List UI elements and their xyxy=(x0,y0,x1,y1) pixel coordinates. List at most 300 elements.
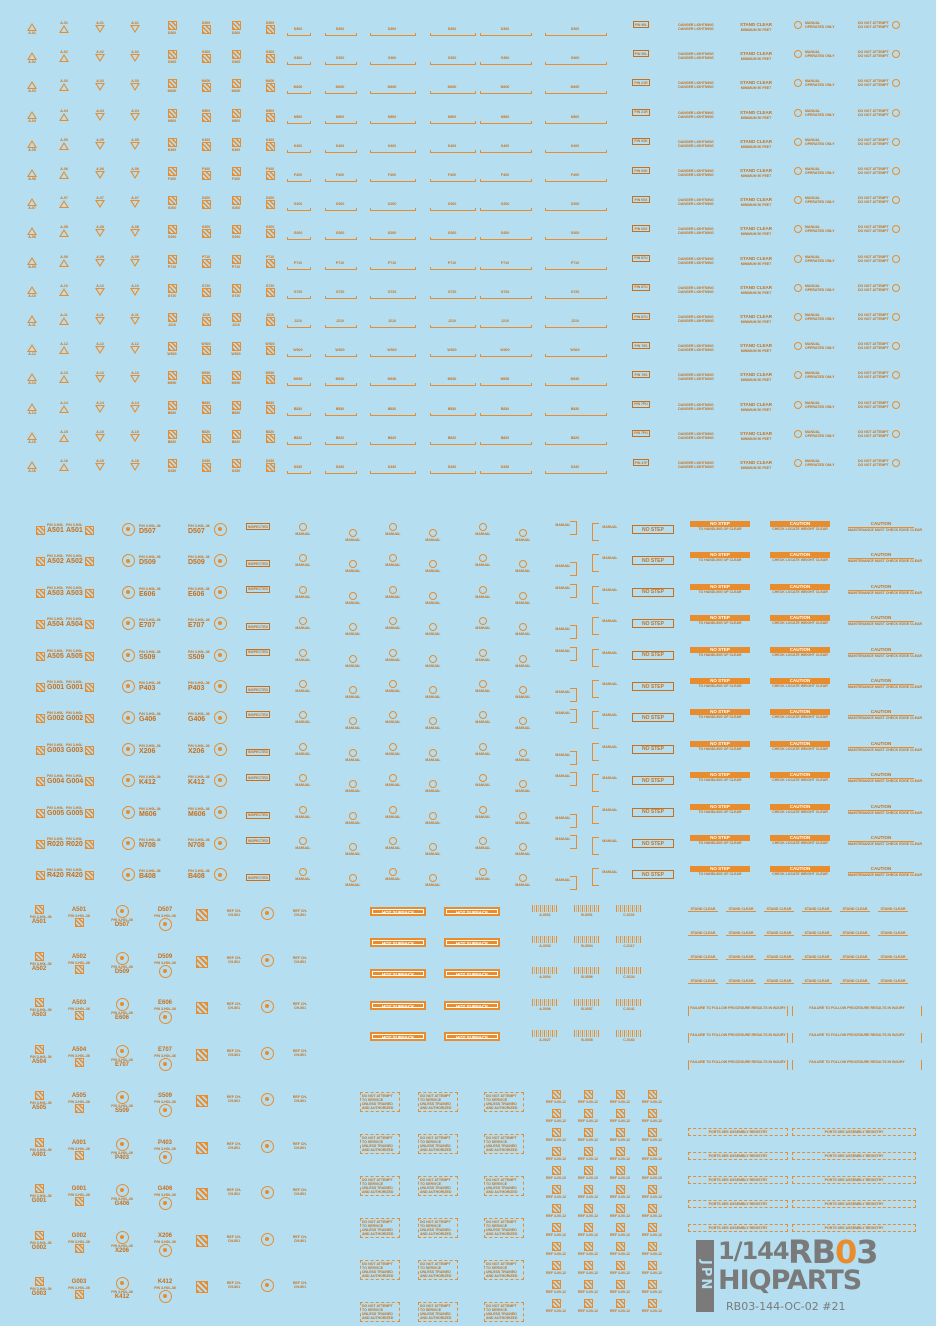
ring-dot-code-decal xyxy=(188,554,248,567)
decal-text: MANUAL xyxy=(385,814,401,819)
decal-text: P/N 3-H0L xyxy=(66,711,83,716)
do-not-attempt-decal xyxy=(858,284,922,292)
decal-text: CAUTION xyxy=(870,866,892,872)
decal-text: MAINTENANCE MUST CHECK EDGE CLEAR xyxy=(848,716,923,721)
part-code-text: R020 xyxy=(66,841,83,848)
decal-text: INSPECTED xyxy=(247,750,269,755)
hatch-code-decal xyxy=(30,952,52,973)
decal-text: D330 xyxy=(447,465,457,469)
decal-text: A-06 xyxy=(28,177,36,181)
decal-text: DO NOT ATTEMPT xyxy=(858,371,889,376)
ref-hatch-decal xyxy=(545,1223,567,1237)
decal-text: MINIMUM 50 FEET xyxy=(740,28,772,32)
decal-text: DANGER LIGHTNING xyxy=(678,377,714,382)
warning-triangle-icon xyxy=(54,109,74,121)
hatch-code-decal xyxy=(194,313,218,327)
bracket-rule-decal xyxy=(370,319,414,323)
decal-text: G200 xyxy=(293,231,303,236)
stand-clear-label xyxy=(738,342,774,353)
decal-text: MANUAL xyxy=(555,523,571,527)
manual-ring-decal xyxy=(380,617,406,630)
inspected-stamp xyxy=(244,560,272,567)
ref-decal xyxy=(224,1002,244,1010)
decal-text: A-13 xyxy=(131,371,139,376)
decal-text: MANUAL xyxy=(385,532,401,536)
decal-text: TO HANDLING OF CLEAR xyxy=(698,684,742,688)
manual-ring-decal xyxy=(380,586,406,599)
decal-text: A-05 xyxy=(96,137,104,142)
manual-ring-decal xyxy=(470,774,496,787)
decal-text: A-05 xyxy=(60,137,68,142)
decal-text: D330 xyxy=(335,465,345,469)
part-code-text: R420 xyxy=(47,872,64,880)
inspected-stamp xyxy=(244,874,272,881)
manual-ring-decal xyxy=(340,749,366,762)
decal-text: REF 3-00-12 xyxy=(545,1157,567,1161)
decal-text: MANUAL xyxy=(475,846,491,850)
decal-text: D330 xyxy=(201,459,211,463)
decal-text: W920 xyxy=(167,352,177,357)
bracket-rule-decal xyxy=(370,407,414,411)
manual-ring-decal xyxy=(510,623,536,636)
decal-text: P/N 3-H0L xyxy=(66,648,83,653)
no-step-box xyxy=(632,776,674,785)
inverted-triangle-icon xyxy=(125,284,145,296)
manual-ring-decal xyxy=(420,843,446,856)
decal-text: MANUAL xyxy=(425,663,441,668)
decal-text: G720 xyxy=(231,293,241,298)
ref-hatch-decal xyxy=(641,1166,663,1180)
decal-text: K400 xyxy=(570,143,580,148)
part-code-text: A503 xyxy=(66,589,83,597)
decal-text: MANUAL xyxy=(475,720,491,725)
decal-text: A-04 xyxy=(60,108,68,113)
caution-bar xyxy=(770,741,830,751)
decal-text: REF CH- xyxy=(292,1281,308,1285)
decal-text: P/N 3-H0L-36 xyxy=(68,914,90,918)
manual-ring-decal xyxy=(290,806,316,819)
manual-ring-decal xyxy=(340,655,366,668)
manual-ring-decal xyxy=(470,523,496,536)
decal-text: MANUAL xyxy=(602,870,618,875)
warning-label xyxy=(676,111,716,119)
decal-text: DANGER LIGHTNING xyxy=(678,139,714,144)
decal-text: A-16 xyxy=(131,459,139,463)
inverted-triangle-icon xyxy=(125,401,145,413)
hot-surface-label xyxy=(370,907,428,916)
bracket-rule-decal xyxy=(325,173,355,177)
decal-text: REF 3-00-12 xyxy=(577,1271,599,1275)
part-code-text: G002 xyxy=(31,1244,47,1251)
decal-text: P/N 3-H0L xyxy=(47,742,64,747)
decal-text: G720 xyxy=(387,289,397,294)
do-not-attempt-note xyxy=(484,1176,524,1196)
decal-text: INSPECTED xyxy=(247,624,269,629)
decal-text: C-0134 xyxy=(623,975,635,980)
decal-text: DO NOT ATTEMPT xyxy=(858,229,889,234)
part-code-text: G005 xyxy=(66,809,84,817)
caution-bar xyxy=(770,804,830,814)
stand-clear-label xyxy=(738,109,774,120)
bracket-rule-decal xyxy=(287,115,309,119)
decal-text: A-05 xyxy=(28,147,36,152)
manual-ring-decal xyxy=(340,812,366,825)
decal-text: MANUAL xyxy=(345,820,361,825)
decal-text: DO NOT ATTEMPT xyxy=(858,313,889,317)
ring-decal xyxy=(258,1047,276,1060)
decal-text: K400 xyxy=(447,143,457,148)
ring-code-decal xyxy=(110,1277,134,1301)
bracket-rule-decal xyxy=(325,436,355,440)
hatch-code-decal xyxy=(224,167,248,181)
warning-triangle-icon xyxy=(54,50,74,62)
part-code-decal xyxy=(66,711,96,723)
ref-hatch-decal xyxy=(609,1090,631,1104)
warning-triangle-icon xyxy=(54,21,74,33)
decal-text: MANUAL xyxy=(515,695,531,699)
decal-text: REF 3-00-12 xyxy=(545,1309,567,1313)
stand-clear-rule xyxy=(802,907,832,912)
stand-clear-label xyxy=(738,138,774,149)
ports-note-decal xyxy=(792,1128,916,1136)
decal-text: STAND CLEAR xyxy=(740,372,772,378)
decal-text: B820 xyxy=(293,435,303,440)
no-step-bar xyxy=(690,552,750,562)
decal-text: P/N 3-H0L xyxy=(66,554,83,559)
decal-text: REF 3-00-12 xyxy=(545,1290,567,1294)
decal-text: B-0001 xyxy=(581,913,593,917)
decal-text: D300 xyxy=(335,27,345,31)
ref-hatch-decal xyxy=(641,1299,663,1313)
decal-text: P/N 3-H0L-36 xyxy=(30,961,52,966)
decal-text: A-02 xyxy=(28,60,36,65)
decal-text: REF CH- xyxy=(292,909,308,913)
bracket-rule-decal xyxy=(430,56,474,60)
hatch-code-decal xyxy=(258,342,282,356)
decal-text: A-01 xyxy=(28,31,36,35)
decal-text: MAINTENANCE MUST CHECK EDGE CLEAR xyxy=(848,779,923,784)
decal-text: MANUAL xyxy=(805,283,821,288)
decal-text: A-16 xyxy=(60,459,68,463)
decal-text: A-08 xyxy=(96,225,104,230)
part-code-text: E707 xyxy=(114,1061,129,1068)
bracket-note-decal xyxy=(792,1006,922,1016)
do-not-attempt-decal xyxy=(858,313,922,321)
bracket-note-decal xyxy=(792,1033,922,1043)
inverted-triangle-icon xyxy=(125,459,145,471)
decal-text: FAILURE TO FOLLOW PROCEDURE RESULTS IN INJURY xyxy=(809,1006,905,1010)
stand-clear-rule xyxy=(840,907,870,912)
decal-text: DO NOT ATTEMPT xyxy=(858,463,889,467)
inverted-triangle-icon xyxy=(125,371,145,383)
decal-text: MANUAL xyxy=(602,713,618,718)
decal-text: STAND CLEAR xyxy=(842,931,868,935)
decal-text: J210 xyxy=(168,323,176,327)
do-not-attempt-note xyxy=(418,1218,458,1238)
decal-text: STAND CLEAR xyxy=(804,979,830,983)
decal-text: M930 xyxy=(201,371,211,376)
barcode-label xyxy=(614,905,644,917)
decal-text: HOT SURFACE xyxy=(381,1034,415,1040)
decal-text: CH-801 xyxy=(293,1285,307,1289)
decal-text: MANUAL xyxy=(805,79,821,84)
decal-text: TO HANDLING OF CLEAR xyxy=(698,841,742,845)
decal-text: D330 xyxy=(265,459,275,463)
warning-triangle-icon xyxy=(54,313,74,325)
decal-text: CAUTION xyxy=(870,552,892,558)
decal-text: MANUAL xyxy=(295,751,311,756)
decal-text: DANGER LIGHTNING xyxy=(678,315,714,319)
decal-text: REF CH- xyxy=(292,1188,308,1192)
decal-text: NO STEP xyxy=(710,866,730,872)
decal-text: REF CH- xyxy=(292,1095,308,1099)
do-not-attempt-note xyxy=(418,1134,458,1154)
hatch-code-decal xyxy=(224,401,248,415)
decal-text: A-0003 xyxy=(539,944,551,949)
inverted-triangle-icon xyxy=(90,167,110,179)
part-code-text: A505 xyxy=(71,1093,87,1099)
part-code-text: G001 xyxy=(47,684,65,691)
decal-text: W920 xyxy=(500,348,510,353)
decal-text: STAND CLEAR xyxy=(880,979,906,983)
warning-label xyxy=(676,81,716,89)
ref-hatch-decal xyxy=(577,1280,599,1294)
decal-text: MANUAL xyxy=(295,594,311,599)
bracket-rule-decal xyxy=(545,202,605,206)
bracket-rule-decal xyxy=(480,407,530,411)
bracket-rule-decal xyxy=(430,115,474,119)
part-number-box xyxy=(630,138,652,145)
inverted-triangle-icon xyxy=(90,225,110,237)
manual-ring-decal xyxy=(340,529,366,542)
manual-ring-decal xyxy=(380,806,406,819)
decal-text: OPERATED ONLY xyxy=(805,287,835,292)
decal-text: P/N 87U xyxy=(634,314,648,319)
part-code-text: G003 xyxy=(66,746,84,754)
decal-text: W920 xyxy=(387,348,397,353)
decal-text: D300 xyxy=(167,31,177,35)
ring-dot-code-decal xyxy=(122,711,182,724)
part-code-text: A001 xyxy=(71,1139,87,1146)
decal-text: DO NOT ATTEMPT xyxy=(858,342,889,347)
no-step-label xyxy=(632,619,674,629)
decal-text: MANUAL xyxy=(475,751,491,756)
inverted-triangle-icon xyxy=(125,109,145,121)
decal-text: DANGER LIGHTNING xyxy=(678,435,714,440)
decal-text: DO NOT ATTEMPT xyxy=(858,375,889,380)
part-code-text: X206 xyxy=(188,747,205,755)
bracket-rule-decal xyxy=(430,173,474,177)
ref-decal xyxy=(224,1142,244,1150)
decal-text: A-15 xyxy=(60,429,68,434)
decal-text: DANGER LIGHTNING xyxy=(678,289,714,294)
bracket-rule-decal xyxy=(287,231,309,235)
decal-text: P/N 3-H0L-36 xyxy=(188,524,210,528)
manual-ring-decal xyxy=(510,780,536,793)
decal-text: REF 3-00-12 xyxy=(609,1214,631,1218)
decal-text: A-0004 xyxy=(539,975,551,980)
decal-text: CHECK LOCATE WEIGHT CLEAR xyxy=(772,589,828,594)
decal-text: J210 xyxy=(571,319,579,323)
decal-text: MANUAL xyxy=(515,726,531,731)
manual-ring-decal xyxy=(380,680,406,693)
decal-text: CAUTION xyxy=(870,646,892,652)
manual-ring-decal xyxy=(340,623,366,636)
decal-text: MANUAL xyxy=(475,657,491,662)
decal-text: G200 xyxy=(500,231,510,236)
decal-text: P/N 3-H0L-36 xyxy=(68,1007,90,1011)
decal-text: K400 xyxy=(387,143,397,148)
hatch-code-decal xyxy=(258,430,282,444)
manual-ring-decal xyxy=(380,774,406,787)
decal-text: MANUAL xyxy=(345,538,361,542)
decal-text: MANUAL xyxy=(385,846,401,850)
decal-text: DANGER LIGHTNING xyxy=(678,373,714,378)
inverted-triangle-icon xyxy=(90,430,110,442)
ref-hatch-decal xyxy=(609,1261,631,1275)
decal-text: INSPECTED xyxy=(247,687,269,692)
ports-note-decal xyxy=(688,1128,788,1136)
stand-clear-label xyxy=(738,430,774,441)
barcode-label xyxy=(614,967,644,979)
hatch-decal xyxy=(194,1095,210,1108)
bracket-rule-decal xyxy=(370,56,414,60)
decal-text: DO NOT ATTEMPT xyxy=(858,400,889,405)
caution-bar xyxy=(770,521,830,531)
brand-label: HIQPARTS xyxy=(718,1265,862,1296)
inverted-triangle-icon xyxy=(90,401,110,413)
hatch-code-decal xyxy=(160,109,184,123)
ref-hatch-decal xyxy=(609,1109,631,1123)
decal-text: G300 xyxy=(387,56,397,61)
decal-text: HOT SURFACE xyxy=(455,1034,489,1040)
decal-text: P/N 03K xyxy=(634,139,648,144)
part-code-text: G003 xyxy=(47,746,65,754)
bracket-rule-decal xyxy=(480,115,530,119)
decal-text: A-11 xyxy=(131,313,139,317)
decal-text: DO NOT ATTEMPT xyxy=(858,287,889,292)
decal-text: G200 xyxy=(570,202,580,207)
decal-text: DO NOT ATTEMPT xyxy=(858,21,889,25)
do-not-attempt-note xyxy=(484,1134,524,1154)
decal-text: DO NOT ATTEMPT TO SERVICE UNLESS TRAINED AND AUTHORIZED xyxy=(486,1304,518,1320)
caution-bar xyxy=(848,835,923,846)
decal-text: MANUAL xyxy=(385,877,401,882)
decal-text: P710 xyxy=(335,260,345,265)
bracket-note-decal xyxy=(548,690,578,694)
inspected-stamp xyxy=(244,523,272,530)
decal-text: CH-801 xyxy=(293,1052,307,1057)
part-code-text: A501 xyxy=(66,527,83,534)
part-code-decal xyxy=(36,617,66,629)
hatch-code-decal xyxy=(224,79,248,93)
manual-ring-decal xyxy=(420,780,446,793)
part-code-text: A503 xyxy=(47,589,64,597)
decal-text: DO NOT ATTEMPT TO SERVICE UNLESS TRAINED AND AUTHORIZED xyxy=(486,1178,518,1194)
decal-text: MANUAL xyxy=(385,689,401,693)
decal-text: MANUAL xyxy=(805,400,821,405)
warning-label xyxy=(676,52,716,60)
decal-text: B820 xyxy=(335,435,345,440)
decal-text: K400 xyxy=(201,137,211,142)
hatch-code-decal xyxy=(194,50,218,64)
decal-text: P710 xyxy=(293,260,303,265)
ref-hatch-decal xyxy=(641,1128,663,1142)
bracket-rule-decal xyxy=(480,436,530,440)
manual-ring-decal xyxy=(510,592,536,605)
inverted-triangle-icon xyxy=(90,79,110,91)
part-code-decal xyxy=(66,774,96,786)
bracket-rule-decal xyxy=(480,202,530,206)
hatch-code-decal xyxy=(258,196,282,210)
hatch-code-decal xyxy=(30,998,52,1019)
decal-text: MINIMUM 50 FEET xyxy=(740,232,772,237)
manual-ring-decal xyxy=(470,743,496,756)
no-step-box xyxy=(632,556,674,565)
hot-surface-label xyxy=(370,969,428,978)
decal-text: MANUAL xyxy=(555,752,571,757)
decal-text: A-13 xyxy=(28,381,36,386)
decal-text: A-01 xyxy=(96,21,104,25)
part-code-text: A501 xyxy=(31,919,47,925)
decal-text: STAND CLEAR xyxy=(728,931,754,935)
bracket-rule-decal xyxy=(480,56,530,60)
decal-text: P710 xyxy=(387,260,397,265)
decal-text: P/N 7PU xyxy=(634,431,648,436)
decal-text: NO STEP xyxy=(642,652,664,659)
ring-code-decal xyxy=(148,1047,182,1071)
bracket-rule-decal xyxy=(325,27,355,31)
decal-text: A-12 xyxy=(60,342,68,347)
no-step-label xyxy=(632,839,674,849)
part-number-box xyxy=(630,342,652,349)
decal-text: D300 xyxy=(231,31,241,35)
decal-text: P/N 3-H0L xyxy=(47,837,64,841)
hatch-code-decal xyxy=(224,196,248,210)
bracket-note-decal xyxy=(548,816,578,820)
bracket-note-decal xyxy=(592,556,628,560)
decal-text: MANUAL xyxy=(385,563,401,568)
decal-text: MINIMUM 50 FEET xyxy=(740,320,772,324)
decal-text: A-14 xyxy=(28,410,36,415)
manual-ring-decal xyxy=(290,837,316,850)
decal-text: OPERATED ONLY xyxy=(805,375,835,380)
decal-text: P/N 3-H0L xyxy=(47,617,64,622)
bracket-rule-decal xyxy=(370,436,414,440)
decal-text: P/N 3-H0L-36 xyxy=(139,618,161,623)
hot-surface-label xyxy=(444,1001,502,1010)
decal-text: A-02 xyxy=(96,50,104,55)
decal-text: MINIMUM 50 FEET xyxy=(740,290,772,295)
part-code-text: P403 xyxy=(139,685,156,692)
bracket-rule-decal xyxy=(545,377,605,381)
ref-hatch-decal xyxy=(641,1109,663,1123)
hatch-code-decal xyxy=(30,1045,52,1066)
decal-text: P/N 3-H0L-36 xyxy=(68,1053,90,1058)
part-code-text: E707 xyxy=(139,622,156,630)
decal-text: J210 xyxy=(388,319,396,323)
decal-text: REF 3-00-12 xyxy=(609,1119,631,1123)
no-step-box xyxy=(632,745,674,754)
decal-text: MANUAL xyxy=(515,600,531,605)
decal-text: M930 xyxy=(231,381,241,386)
decal-text: MANUAL xyxy=(602,525,618,529)
decal-text: MINIMUM 50 FEET xyxy=(740,57,772,62)
decal-text: P/N 76S xyxy=(634,372,648,377)
ports-note-decal xyxy=(792,1176,916,1184)
hatch-code-decal xyxy=(224,225,248,239)
ref-hatch-decal xyxy=(545,1166,567,1180)
